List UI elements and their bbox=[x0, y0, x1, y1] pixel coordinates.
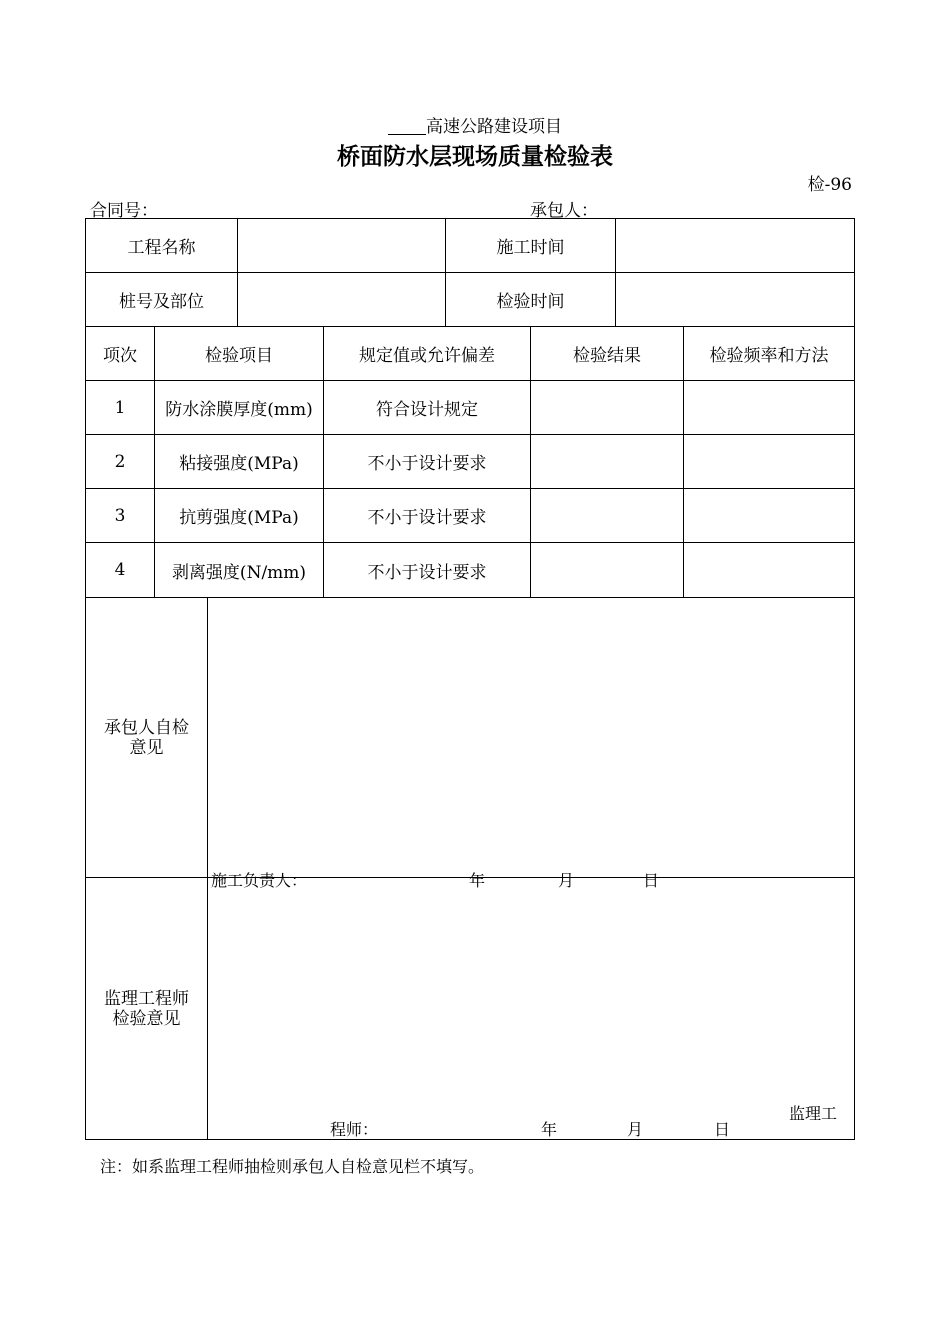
row4-no: 4 bbox=[85, 542, 155, 598]
row4-result[interactable] bbox=[530, 542, 684, 598]
supervisor-month: 月 bbox=[627, 1120, 644, 1139]
supervisor-year: 年 bbox=[541, 1120, 558, 1139]
self-check-day: 日 bbox=[643, 871, 660, 890]
row3-method[interactable] bbox=[683, 488, 855, 543]
project-name-label: 工程名称 bbox=[85, 218, 238, 273]
subtitle-blank[interactable] bbox=[388, 118, 426, 135]
construction-time-field[interactable] bbox=[615, 218, 855, 273]
row2-spec: 不小于设计要求 bbox=[323, 434, 531, 489]
inspection-time-field[interactable] bbox=[615, 272, 855, 327]
row4-spec: 不小于设计要求 bbox=[323, 542, 531, 598]
row2-result[interactable] bbox=[530, 434, 684, 489]
header-spec: 规定值或允许偏差 bbox=[323, 326, 531, 381]
row3-item: 抗剪强度(MPa) bbox=[154, 488, 324, 543]
footer-note: 注：如系监理工程师抽检则承包人自检意见栏不填写。 bbox=[100, 1157, 485, 1176]
inspection-time-label: 检验时间 bbox=[445, 272, 616, 327]
self-check-year: 年 bbox=[469, 871, 486, 890]
contractor-label: 承包人： bbox=[530, 201, 598, 221]
self-check-signer-label: 施工负责人： bbox=[211, 871, 308, 890]
subtitle-text: 高速公路建设项目 bbox=[426, 117, 562, 137]
self-check-opinion-area[interactable] bbox=[207, 597, 855, 878]
row4-method[interactable] bbox=[683, 542, 855, 598]
supervisor-sign-top-text: 监理工 bbox=[789, 1104, 838, 1123]
row4-item: 剥离强度(N/mm) bbox=[154, 542, 324, 598]
row2-item: 粘接强度(MPa) bbox=[154, 434, 324, 489]
row1-no: 1 bbox=[85, 380, 155, 435]
self-check-month: 月 bbox=[558, 871, 575, 890]
form-code: 检-96 bbox=[807, 175, 852, 195]
supervisor-sign-top bbox=[780, 1101, 850, 1123]
construction-time-label: 施工时间 bbox=[445, 218, 616, 273]
row1-item: 防水涂膜厚度(mm) bbox=[154, 380, 324, 435]
header-no: 项次 bbox=[85, 326, 155, 381]
supervisor-day: 日 bbox=[714, 1120, 731, 1139]
row3-result[interactable] bbox=[530, 488, 684, 543]
header-item: 检验项目 bbox=[154, 326, 324, 381]
header-method: 检验频率和方法 bbox=[683, 326, 855, 381]
supervisor-opinion-area[interactable] bbox=[207, 877, 855, 1140]
supervisor-signer-label: 程师： bbox=[330, 1120, 379, 1139]
supervisor-label bbox=[85, 877, 208, 1140]
supervisor-label-text: 监理工程师检验意见 bbox=[104, 988, 189, 1029]
row3-spec: 不小于设计要求 bbox=[323, 488, 531, 543]
row2-method[interactable] bbox=[683, 434, 855, 489]
station-label: 桩号及部位 bbox=[85, 272, 238, 327]
self-check-label bbox=[85, 597, 208, 878]
header-result: 检验结果 bbox=[530, 326, 684, 381]
row2-no: 2 bbox=[85, 434, 155, 489]
form-title: 桥面防水层现场质量检验表 bbox=[337, 143, 613, 170]
self-check-label-text: 承包人自检意见 bbox=[104, 717, 189, 758]
station-field[interactable] bbox=[237, 272, 446, 327]
contract-no-label: 合同号： bbox=[90, 201, 158, 221]
project-subtitle bbox=[0, 112, 950, 137]
row1-result[interactable] bbox=[530, 380, 684, 435]
row1-method[interactable] bbox=[683, 380, 855, 435]
project-name-field[interactable] bbox=[237, 218, 446, 273]
self-check-sign-row bbox=[208, 864, 854, 890]
row1-spec: 符合设计规定 bbox=[323, 380, 531, 435]
row3-no: 3 bbox=[85, 488, 155, 543]
